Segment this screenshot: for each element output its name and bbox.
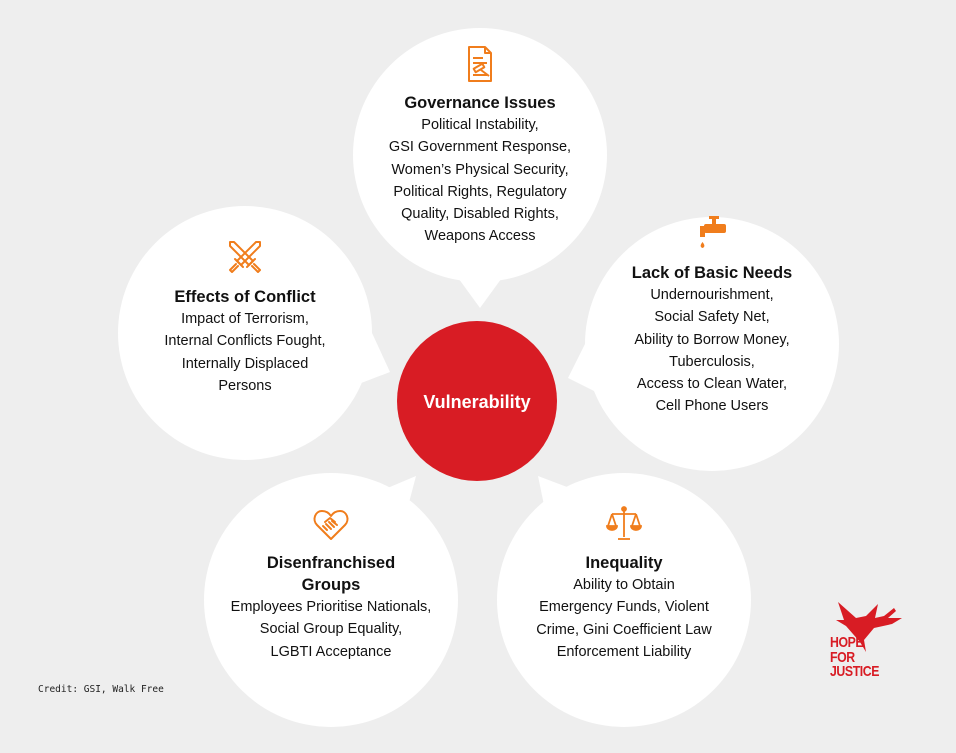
scales-icon (604, 504, 644, 544)
center-label: Vulnerability (423, 392, 531, 412)
node-title: Governance Issues (404, 94, 556, 112)
credit-text: Credit: GSI, Walk Free (38, 684, 164, 695)
node-body: Impact of Terrorism, Internal Conflicts Fought, Internally Displaced Persons (164, 311, 326, 394)
logo-text (830, 636, 879, 680)
node-conflict (125, 238, 365, 397)
node-governance (355, 44, 605, 248)
crossed-swords-icon (225, 238, 265, 278)
node-body: Ability to Obtain Emergency Funds, Violent Crime, Gini Coefficient Law Enforcement Liability (536, 577, 712, 660)
node-inequality (504, 504, 744, 663)
water-tap-icon (692, 214, 732, 254)
logo-line: FOR (830, 648, 855, 666)
node-title: Effects of Conflict (174, 288, 316, 306)
handshake-heart-icon (311, 504, 351, 544)
node-body: Political Instability, GSI Government Response, Women’s Physical Security, Political Rights, Regulatory Quality, Disabled Rights, Weapons Access (388, 117, 572, 245)
node-title: Lack of Basic Needs (631, 264, 793, 282)
node-title: Inequality (585, 554, 663, 572)
logo-line: HOPE (830, 634, 864, 651)
document-gavel-icon (460, 44, 500, 84)
node-title: Disenfranchised Groups (266, 554, 396, 594)
node-disenfranchised (206, 504, 456, 663)
hope-for-justice-logo (826, 596, 906, 696)
node-body: Employees Prioritise Nationals, Social Group Equality, LGBTI Acceptance (230, 599, 432, 660)
node-body: Undernourishment, Social Safety Net, Ability to Borrow Money, Tuberculosis, Access to Clean Water, Cell Phone Users (634, 287, 790, 415)
logo-line: JUSTICE (830, 663, 880, 680)
node-basic-needs (592, 214, 832, 418)
